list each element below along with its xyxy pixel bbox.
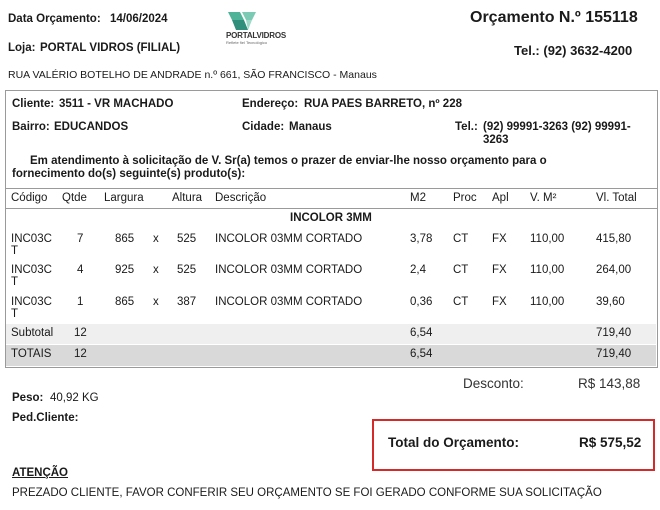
row-code-wrap: T xyxy=(11,245,19,257)
intro-line-2: fornecimento do(s) seguinte(s) produto(s): xyxy=(12,168,246,180)
col-header-qty: Qtde xyxy=(62,192,87,204)
subtotal-qty: 12 xyxy=(74,327,87,339)
group-title: INCOLOR 3MM xyxy=(290,212,372,224)
tel-label: Tel.: xyxy=(455,121,478,133)
row-code: INC03C xyxy=(11,233,52,245)
weight-label: Peso: xyxy=(12,392,44,404)
client-label: Cliente: xyxy=(12,98,55,110)
row-qty: 7 xyxy=(77,233,84,245)
store-value: PORTAL VIDROS (FILIAL) xyxy=(40,42,181,54)
row-proc: CT xyxy=(453,296,469,308)
totals-m2: 6,54 xyxy=(410,348,433,360)
col-header-apl: Apl xyxy=(492,192,509,204)
notice-title: ATENÇÃO xyxy=(12,467,69,479)
row-m2: 0,36 xyxy=(410,296,433,308)
header-divider xyxy=(6,208,657,209)
row-height: 525 xyxy=(177,233,197,245)
district-value: EDUCANDOS xyxy=(54,121,129,133)
quote-title: Orçamento N.º 155118 xyxy=(470,9,638,26)
city-label: Cidade: xyxy=(242,121,285,133)
logo-mark-icon xyxy=(228,10,258,32)
store-phone: Tel.: (92) 3632-4200 xyxy=(514,43,633,58)
date-value: 14/06/2024 xyxy=(110,13,168,25)
row-apl: FX xyxy=(492,233,507,245)
col-header-total: Vl. Total xyxy=(596,192,637,204)
row-description: INCOLOR 03MM CORTADO xyxy=(215,296,363,308)
row-times: x xyxy=(153,264,159,276)
discount-label: Desconto: xyxy=(463,376,524,391)
logo-text: PORTALVIDROS xyxy=(226,31,286,40)
row-m2: 2,4 xyxy=(410,264,426,276)
subtotal-total: 719,40 xyxy=(596,327,632,339)
notice-text: PREZADO CLIENTE, FAVOR CONFERIR SEU ORÇAMENTO SE FOI GERADO CONFORME SUA SOLICITAÇÃO xyxy=(12,487,602,499)
row-total: 264,00 xyxy=(596,264,632,276)
total-value: R$ 575,52 xyxy=(579,435,642,450)
row-v-m2: 110,00 xyxy=(530,296,565,308)
row-v-m2: 110,00 xyxy=(530,264,565,276)
intro-line-1: Em atendimento à solicitação de V. Sr(a) temos o prazer de enviar-lhe nosso orçamento para o xyxy=(30,155,547,167)
row-width: 865 xyxy=(115,233,135,245)
col-header-code: Código xyxy=(11,192,48,204)
row-description: INCOLOR 03MM CORTADO xyxy=(215,264,363,276)
row-description: INCOLOR 03MM CORTADO xyxy=(215,233,363,245)
col-header-m2: M2 xyxy=(410,192,426,204)
col-header-description: Descrição xyxy=(215,192,267,204)
totals-label: TOTAIS xyxy=(11,348,52,360)
tel-value: (92) 99991-3263 (92) 99991-3263 xyxy=(483,121,631,146)
subtotal-label: Subtotal xyxy=(11,327,54,339)
client-value: 3511 - VR MACHADO xyxy=(59,98,174,110)
row-total: 39,60 xyxy=(596,296,625,308)
row-v-m2: 110,00 xyxy=(530,233,565,245)
row-code-wrap: T xyxy=(11,276,19,288)
store-label: Loja: xyxy=(8,42,36,54)
address-label: Endereço: xyxy=(242,98,299,110)
row-apl: FX xyxy=(492,296,507,308)
logo-subtext: Reflete fiel Tecnológico xyxy=(226,40,268,45)
totals-qty: 12 xyxy=(74,348,87,360)
date-label: Data Orçamento: xyxy=(8,13,101,25)
totals-total: 719,40 xyxy=(596,348,632,360)
row-qty: 4 xyxy=(77,264,84,276)
subtotal-m2: 6,54 xyxy=(410,327,433,339)
address-value: RUA PAES BARRETO, nº 228 xyxy=(304,98,462,110)
customer-order-label: Ped.Cliente: xyxy=(12,412,79,424)
row-code: INC03C xyxy=(11,264,52,276)
row-total: 415,80 xyxy=(596,233,632,245)
col-header-v-m2: V. M² xyxy=(530,192,557,204)
portal-vidros-logo xyxy=(226,10,306,44)
row-times: x xyxy=(153,296,159,308)
row-code: INC03C xyxy=(11,296,52,308)
discount-value: R$ 143,88 xyxy=(578,376,641,391)
row-height: 525 xyxy=(177,264,197,276)
row-width: 865 xyxy=(115,296,135,308)
subtotal-row xyxy=(6,324,656,344)
city-value: Manaus xyxy=(289,121,332,133)
row-times: x xyxy=(153,233,159,245)
store-address: RUA VALÉRIO BOTELHO DE ANDRADE n.º 661, SÃO FRANCISCO - Manaus xyxy=(8,69,377,81)
district-label: Bairro: xyxy=(12,121,50,133)
row-code-wrap: T xyxy=(11,308,19,320)
col-header-proc: Proc xyxy=(453,192,477,204)
row-apl: FX xyxy=(492,264,507,276)
row-m2: 3,78 xyxy=(410,233,433,245)
col-header-width: Largura xyxy=(104,192,144,204)
row-width: 925 xyxy=(115,264,135,276)
row-qty: 1 xyxy=(77,296,84,308)
row-proc: CT xyxy=(453,264,469,276)
totals-row xyxy=(6,345,656,366)
total-label: Total do Orçamento: xyxy=(388,435,520,450)
row-proc: CT xyxy=(453,233,469,245)
weight-value: 40,92 KG xyxy=(50,392,99,404)
row-height: 387 xyxy=(177,296,197,308)
col-header-height: Altura xyxy=(172,192,203,204)
